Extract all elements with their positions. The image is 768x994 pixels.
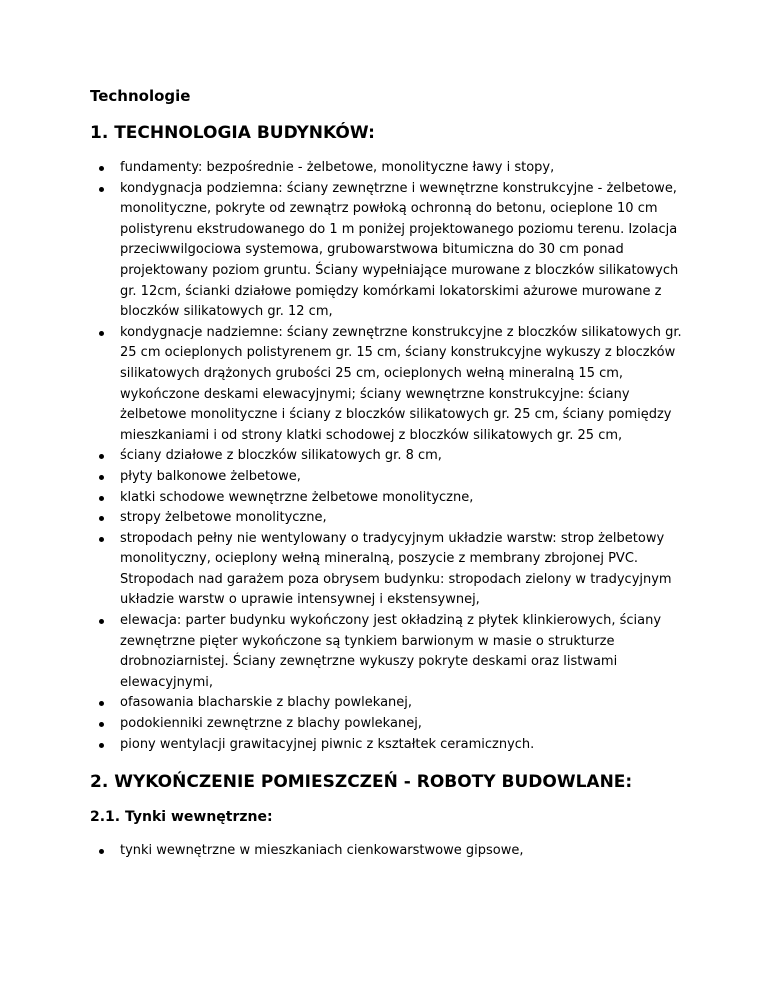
section-1-list — [90, 158, 690, 755]
subsection-2-1-list — [90, 841, 690, 862]
section-1-heading: 1. TECHNOLOGIA BUDYNKÓW: — [90, 123, 375, 143]
list-item: podokienniki zewnętrzne z blachy powlekanej, — [120, 714, 690, 735]
subsection-2-1-heading: 2.1. Tynki wewnętrzne: — [90, 809, 273, 826]
list-item: fundamenty: bezpośrednie - żelbetowe, monolityczne ławy i stopy, — [120, 158, 690, 179]
list-item: kondygnacja podziemna: ściany zewnętrzne i wewnętrzne konstrukcyjne - żelbetowe, monolityczne, pokryte od zewnątrz powłoką ochronną do betonu, ocieplone 10 cm polistyrenu ekstrudowanego do 1 m poniżej projektowanego poziomu terenu. Izolacja przeciwwilgociowa systemowa, grubowarstwowa bitumiczna do 30 cm ponad projektowany poziom gruntu. Ściany wypełniające murowane z bloczków silikatowych gr. 12cm, ścianki działowe pomiędzy komórkami lokatorskimi ażurowe murowane z bloczków silikatowych gr. 12 cm, — [120, 179, 690, 323]
document-title: Technologie — [90, 87, 191, 105]
list-item: tynki wewnętrzne w mieszkaniach cienkowarstwowe gipsowe, — [120, 841, 690, 862]
list-item: ściany działowe z bloczków silikatowych gr. 8 cm, — [120, 446, 690, 467]
list-item: stropy żelbetowe monolityczne, — [120, 508, 690, 529]
list-item: płyty balkonowe żelbetowe, — [120, 467, 690, 488]
list-item: kondygnacje nadziemne: ściany zewnętrzne konstrukcyjne z bloczków silikatowych gr. 25 cm ocieplonych polistyrenem gr. 15 cm, ściany konstrukcyjne wykuszy z bloczków silikatowych drążonych grubości 25 cm, ocieplonych wełną mineralną 15 cm, wykończone deskami elewacyjnymi; ściany wewnętrzne konstrukcyjne: ściany żelbetowe monolityczne i ściany z bloczków silikatowych gr. 25 cm, ściany pomiędzy mieszkaniami i od strony klatki schodowej z bloczków silikatowych gr. 25 cm, — [120, 323, 690, 447]
list-item: elewacja: parter budynku wykończony jest okładziną z płytek klinkierowych, ściany zewnętrzne pięter wykończone są tynkiem barwionym w masie o strukturze drobnoziarnistej. Ściany zewnętrzne wykuszy pokryte deskami oraz listwami elewacyjnymi, — [120, 611, 690, 693]
list-item: klatki schodowe wewnętrzne żelbetowe monolityczne, — [120, 488, 690, 509]
list-item: stropodach pełny nie wentylowany o tradycyjnym układzie warstw: strop żelbetowy monolityczny, ocieplony wełną mineralną, poszycie z membrany zbrojonej PVC. Stropodach nad garażem poza obrysem budynku: stropodach zielony w tradycyjnym układzie warstw o uprawie intensywnej i ekstensywnej, — [120, 529, 690, 611]
list-item: piony wentylacji grawitacyjnej piwnic z kształtek ceramicznych. — [120, 735, 690, 756]
section-2-heading: 2. WYKOŃCZENIE POMIESZCZEŃ - ROBOTY BUDOWLANE: — [90, 772, 633, 793]
document-page — [90, 84, 690, 862]
list-item: ofasowania blacharskie z blachy powlekanej, — [120, 693, 690, 714]
